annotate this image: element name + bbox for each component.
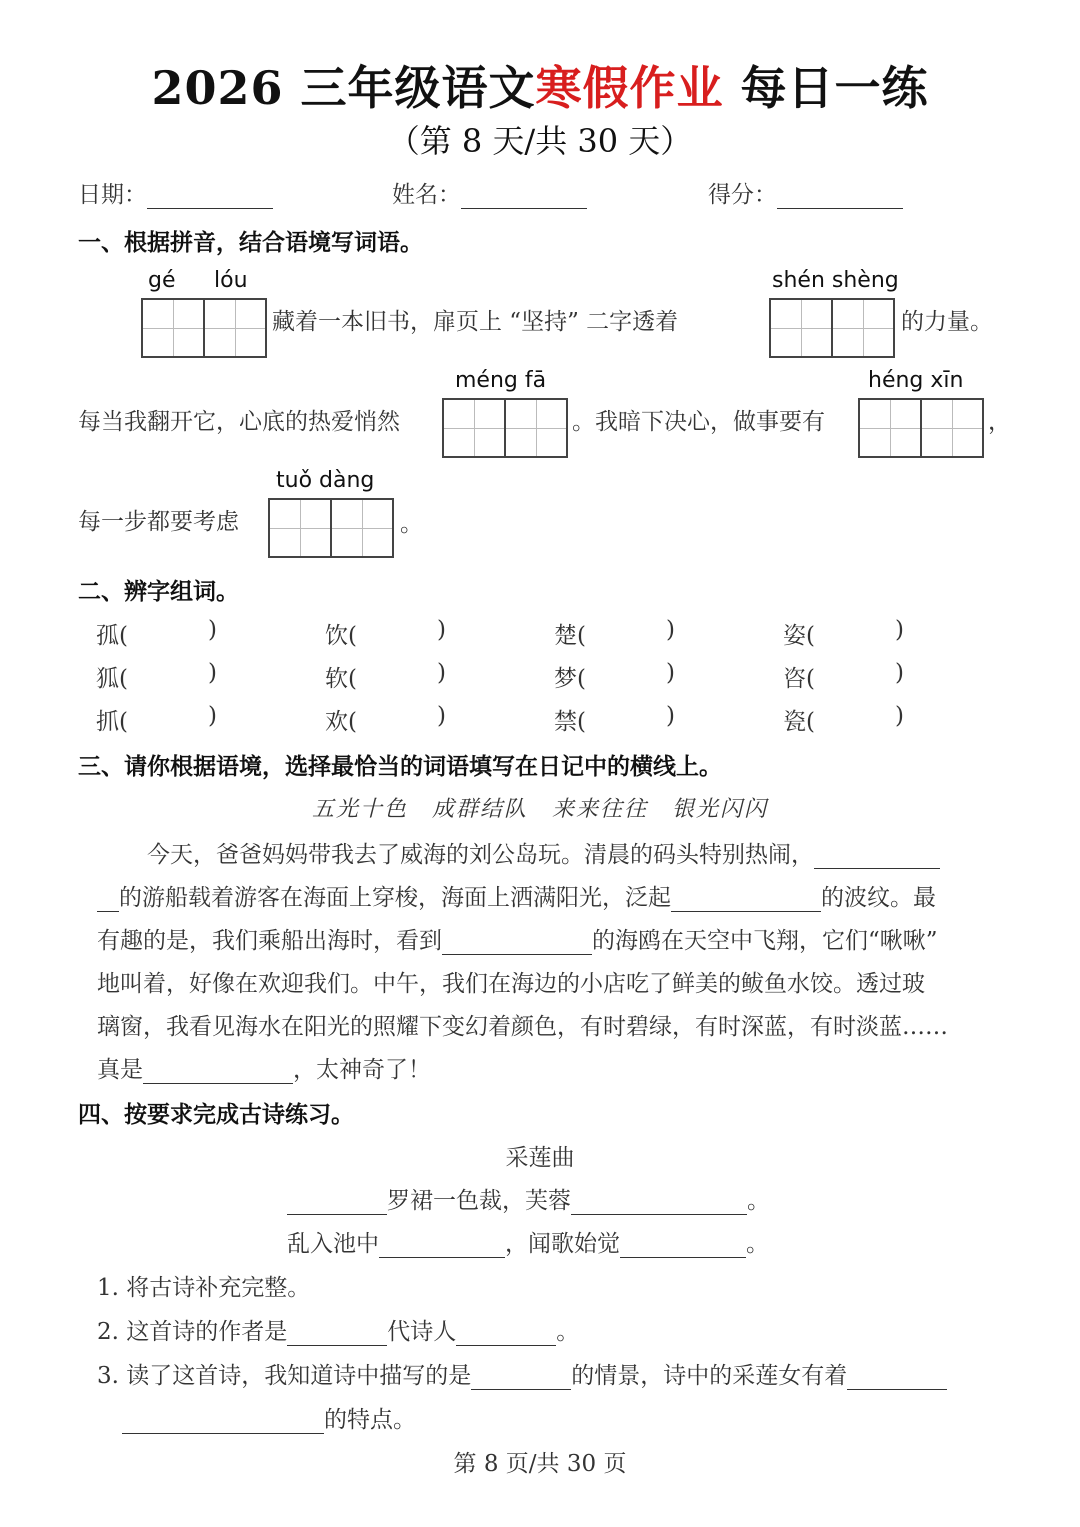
pinyin-ge: gé (148, 268, 176, 293)
title-prefix: 2026 三年级语文 (151, 61, 536, 115)
s1-line3-end: 。 (400, 511, 423, 537)
q3-blank-2[interactable] (847, 1363, 947, 1390)
score-blank[interactable] (777, 184, 903, 209)
score-field (708, 176, 903, 209)
score-label: 得分： (708, 182, 777, 208)
diary-blank-1-cont[interactable] (97, 885, 119, 912)
page-title (0, 52, 1080, 118)
pinyin-shensheng: shén shèng (772, 268, 899, 293)
title-highlight: 寒假作业 (535, 61, 724, 115)
grid-item[interactable]: 抓( (96, 709, 128, 735)
grid-close: ) (437, 617, 446, 643)
grid-close: ) (437, 660, 446, 686)
poem-blank-4[interactable] (620, 1231, 746, 1258)
section2-heading: 二、辨字组词。 (78, 578, 239, 605)
page-subtitle: （第 8 天/共 30 天） (387, 122, 693, 160)
grid-item[interactable]: 姿( (783, 623, 815, 649)
name-blank[interactable] (461, 184, 587, 209)
grid-close: ) (895, 660, 904, 686)
diary-line-4: 地叫着，好像在欢迎我们。中午，我们在海边的小店吃了鲜美的鲅鱼水饺。透过玻 (97, 971, 925, 997)
grid-item[interactable]: 软( (325, 666, 357, 692)
grid-close: ) (666, 660, 675, 686)
date-label: 日期： (78, 182, 147, 208)
poem-title: 采莲曲 (505, 1145, 575, 1171)
question-3: 3. 读了这首诗，我知道诗中描写的是 的情景，诗中的采莲女有着 (97, 1357, 947, 1390)
diary-blank-4[interactable] (143, 1057, 293, 1084)
date-blank[interactable] (147, 184, 273, 209)
grid-close: ) (895, 703, 904, 729)
date-field (78, 176, 273, 209)
grid-item[interactable]: 咨( (783, 666, 815, 692)
grid-item[interactable]: 饮( (325, 623, 357, 649)
section3-heading: 三、请你根据语境，选择最恰当的词语填写在日记中的横线上。 (78, 753, 722, 780)
title-suffix: 每日一练 (723, 61, 929, 115)
grid-item[interactable]: 梦( (554, 666, 586, 692)
pinyin-lou: lóu (214, 268, 248, 293)
s1-line3-start: 每一步都要考虑 (78, 509, 239, 535)
diary-blank-2[interactable] (671, 885, 821, 912)
word-bank: 五光十色 成群结队 来来往往 银光闪闪 (311, 797, 768, 822)
grid-item[interactable]: 楚( (554, 623, 586, 649)
poem-blank-3[interactable] (379, 1231, 505, 1258)
grid-close: ) (208, 660, 217, 686)
pinyin-mengfa: méng fā (455, 368, 547, 393)
grid-close: ) (208, 617, 217, 643)
char-box-mengfa[interactable] (442, 398, 568, 458)
diary-blank-3[interactable] (442, 928, 592, 955)
section4-heading: 四、按要求完成古诗练习。 (78, 1101, 354, 1128)
grid-close: ) (437, 703, 446, 729)
name-label: 姓名： (392, 182, 461, 208)
pinyin-hengxin: héng xīn (868, 368, 964, 393)
q3-blank-3[interactable] (122, 1407, 324, 1434)
grid-close: ) (666, 703, 675, 729)
char-box-gelou[interactable] (141, 298, 267, 358)
grid-item[interactable]: 欢( (325, 709, 357, 735)
diary-line-5: 璃窗，我看见海水在阳光的照耀下变幻着颜色，有时碧绿，有时深蓝，有时淡蓝…… (97, 1014, 948, 1040)
name-field (392, 176, 587, 209)
char-box-hengxin[interactable] (858, 398, 984, 458)
poem-line-2: 乱入池中 ，闻歌始觉 。 (287, 1231, 769, 1257)
diary-line-2: 的游船载着游客在海面上穿梭，海面上洒满阳光，泛起 的波纹。最 (97, 879, 936, 912)
s1-line2-start: 每当我翻开它，心底的热爱悄然 (78, 409, 400, 435)
q2-blank-2[interactable] (456, 1319, 556, 1346)
char-box-shensheng[interactable] (769, 298, 895, 358)
poem-blank-1[interactable] (287, 1188, 387, 1215)
grid-item[interactable]: 禁( (554, 709, 586, 735)
s1-line2-end: ， (988, 409, 1011, 435)
section1-heading: 一、根据拼音，结合语境写词语。 (78, 229, 423, 256)
question-1: 1. 将古诗补充完整。 (97, 1275, 311, 1301)
question-3-cont: 的特点。 (122, 1401, 416, 1434)
diary-line-6: 真是 ，太神奇了！ (97, 1057, 431, 1083)
s1-line2-mid: 。我暗下决心，做事要有 (572, 409, 825, 435)
grid-item[interactable]: 瓷( (783, 709, 815, 735)
grid-close: ) (666, 617, 675, 643)
q2-blank-1[interactable] (287, 1319, 387, 1346)
grid-item[interactable]: 狐( (96, 666, 128, 692)
poem-blank-2[interactable] (571, 1188, 747, 1215)
question-2: 2. 这首诗的作者是 代诗人 。 (97, 1319, 580, 1345)
poem-line-1: 罗裙一色裁，芙蓉 。 (287, 1182, 770, 1215)
char-box-tuodang[interactable] (268, 498, 394, 558)
page-footer: 第 8 页/共 30 页 (453, 1451, 627, 1477)
s1-line1-end: 的力量。 (901, 309, 993, 335)
s1-line1-text: 藏着一本旧书，扉页上 “坚持” 二字透着 (272, 309, 679, 335)
grid-item[interactable]: 孤( (96, 623, 128, 649)
pinyin-tuodang: tuǒ dàng (276, 468, 375, 493)
grid-close: ) (895, 617, 904, 643)
grid-close: ) (208, 703, 217, 729)
diary-line-3: 有趣的是，我们乘船出海时，看到 的海鸥在天空中飞翔，它们“啾啾” (97, 928, 938, 954)
diary-blank-1[interactable] (814, 842, 940, 869)
q3-blank-1[interactable] (471, 1363, 571, 1390)
diary-line-1: 今天，爸爸妈妈带我去了威海的刘公岛玩。清晨的码头特别热闹， (147, 836, 940, 869)
